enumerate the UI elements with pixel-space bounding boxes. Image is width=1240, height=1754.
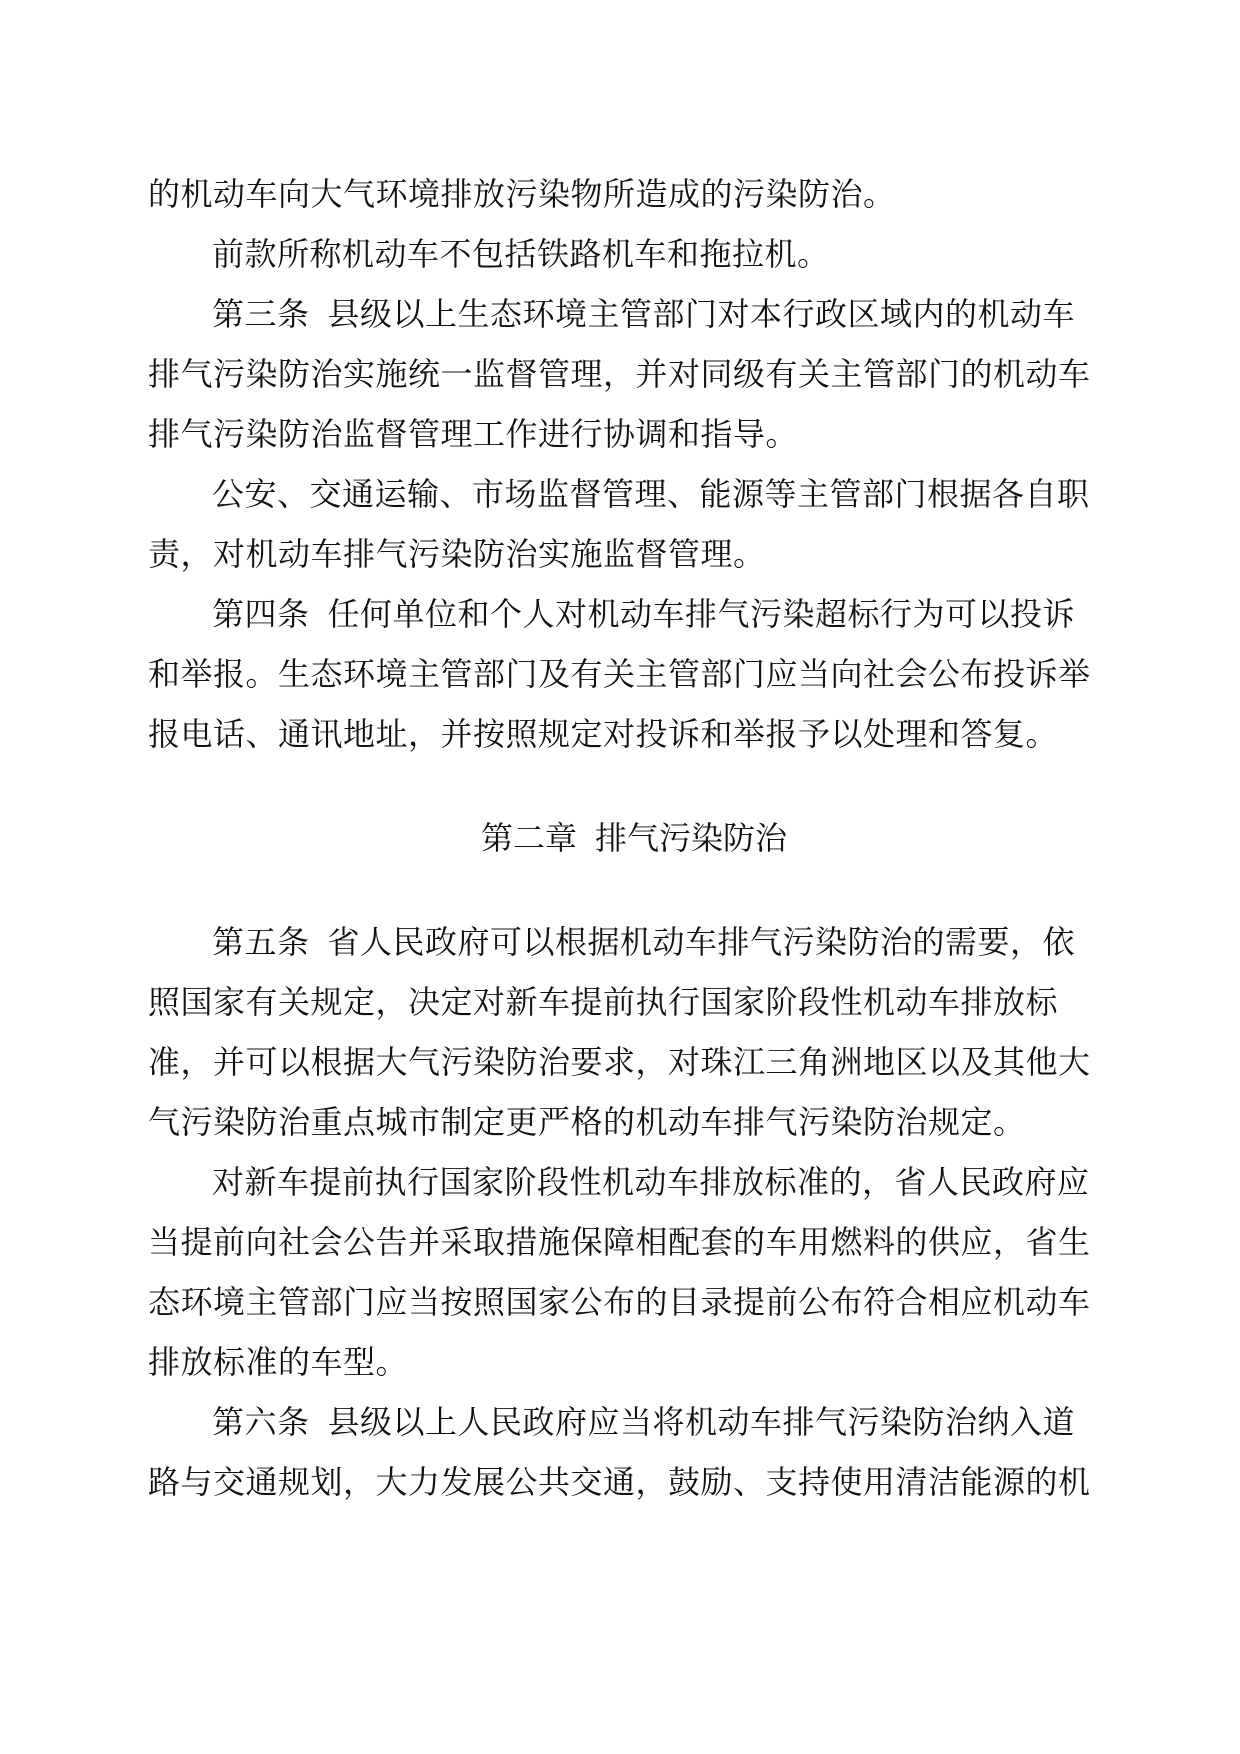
article-5-number: 第五条 — [212, 923, 310, 961]
text-line: 责，对机动车排气污染防治实施监督管理。 — [148, 535, 766, 573]
text-segment: 县级以上人民政府应当将机动车排气污染防治纳入道 — [327, 1403, 1076, 1441]
text-line: 前款所称机动车不包括铁路机车和拖拉机。 — [212, 235, 830, 273]
article-3-number: 第三条 — [212, 295, 310, 333]
chapter-number: 第二章 — [480, 819, 577, 857]
text-line: 气污染防治重点城市制定更严格的机动车排气污染防治规定。 — [148, 1103, 1026, 1141]
spacer — [148, 868, 1108, 912]
text-line: 和举报。生态环境主管部门及有关主管部门应当向社会公布投诉举 — [148, 655, 1091, 693]
text-line: 报电话、通讯地址，并按照规定对投诉和举报予以处理和答复。 — [148, 715, 1059, 753]
text-line: 当提前向社会公告并采取措施保障相配套的车用燃料的供应，省生 — [148, 1223, 1091, 1261]
article-5-line — [148, 912, 1108, 972]
article-3-line — [148, 284, 1108, 344]
chapter-title: 排气污染防治 — [595, 819, 788, 857]
text-line: 排放标准的车型。 — [148, 1343, 409, 1381]
text-line: 排气污染防治监督管理工作进行协调和指导。 — [148, 415, 799, 453]
text-line: 对新车提前执行国家阶段性机动车排放标准的，省人民政府应 — [212, 1163, 1090, 1201]
article-6-number: 第六条 — [212, 1403, 310, 1441]
text-segment: 任何单位和个人对机动车排气污染超标行为可以投诉 — [327, 595, 1076, 633]
document-body — [148, 164, 1108, 1512]
text-segment: 省人民政府可以根据机动车排气污染防治的需要，依 — [327, 923, 1076, 961]
spacer — [148, 764, 1108, 808]
text-line: 准，并可以根据大气污染防治要求，对珠江三角洲地区以及其他大 — [148, 1043, 1091, 1081]
text-line: 公安、交通运输、市场监督管理、能源等主管部门根据各自职 — [212, 475, 1090, 513]
article-6-line — [148, 1392, 1108, 1452]
text-line: 路与交通规划，大力发展公共交通，鼓励、支持使用清洁能源的机 — [148, 1463, 1091, 1501]
text-segment: 县级以上生态环境主管部门对本行政区域内的机动车 — [327, 295, 1076, 333]
text-line: 排气污染防治实施统一监督管理，并对同级有关主管部门的机动车 — [148, 355, 1091, 393]
article-4-line — [148, 584, 1108, 644]
text-line: 的机动车向大气环境排放污染物所造成的污染防治。 — [148, 175, 896, 213]
article-4-number: 第四条 — [212, 595, 310, 633]
text-line: 照国家有关规定，决定对新车提前执行国家阶段性机动车排放标 — [148, 983, 1059, 1021]
chapter-heading — [148, 808, 1108, 868]
text-line: 态环境主管部门应当按照国家公布的目录提前公布符合相应机动车 — [148, 1283, 1091, 1321]
